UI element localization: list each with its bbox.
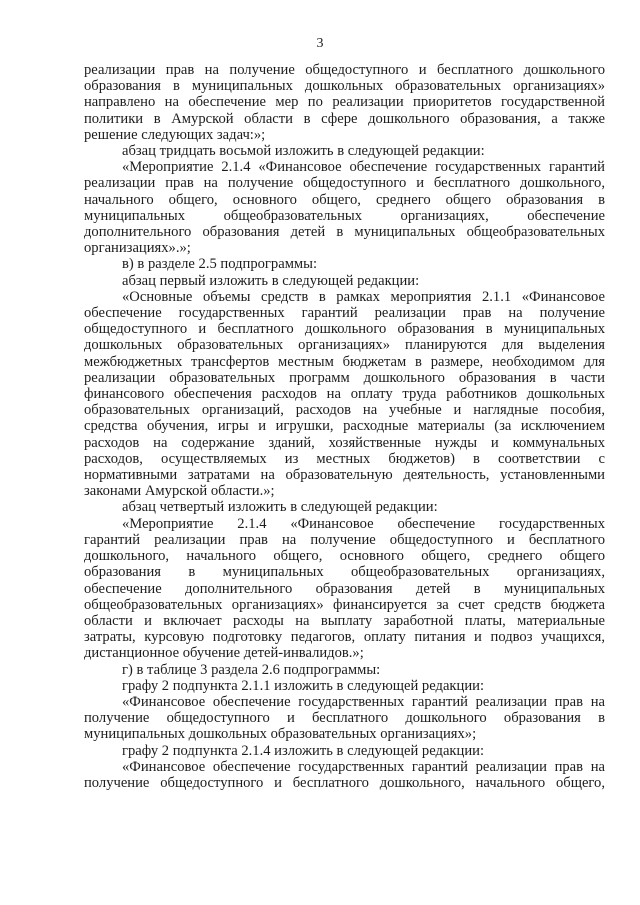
text-line: в) в разделе 2.5 подпрограммы: — [122, 256, 318, 273]
text-line: политики в Амурской области в сфере дошкольного образования, а также — [84, 110, 605, 127]
text-line: получение общедоступного и бесплатного дошкольного образования в — [84, 710, 605, 727]
text-line: образования в муниципальных дошкольных образовательных организациях» — [84, 78, 605, 95]
text-line: обеспечение дополнительного образования детей в муниципальных — [84, 580, 605, 597]
text-line: направлено на обеспечение мер по реализации приоритетов государственной — [84, 94, 605, 111]
text-line: муниципальных общеобразовательных организациях, обеспечение — [84, 207, 605, 224]
text-line: образования в муниципальных общеобразовательных организациях, — [84, 564, 605, 581]
text-line: реализации прав на получение общедоступного и бесплатного дошкольного — [84, 62, 605, 78]
text-line: дошкольного, начального общего, основного общего, среднего общего — [84, 548, 605, 565]
text-line: графу 2 подпункта 2.1.4 изложить в следующей редакции: — [122, 742, 484, 759]
text-line: графу 2 подпункта 2.1.1 изложить в следующей редакции: — [122, 677, 484, 694]
text-line: «Финансовое обеспечение государственных гарантий реализации прав на — [122, 758, 605, 775]
text-line: финансового обеспечения расходов на оплату труда работников дошкольных — [84, 386, 605, 403]
text-line: нормативными затратами на образовательную деятельность, установленными — [84, 467, 605, 484]
text-line: общедоступного и бесплатного дошкольного образования в муниципальных — [84, 321, 605, 338]
text-line: организациях».»; — [84, 240, 191, 257]
text-line: начального общего, основного общего, среднего общего образования в — [84, 191, 605, 208]
text-line: гарантий реализации прав на получение общедоступного и бесплатного — [84, 531, 605, 548]
text-line: «Финансовое обеспечение государственных гарантий реализации прав на — [122, 693, 605, 710]
text-line: дошкольных образовательных организациях» планируются для выделения — [84, 337, 605, 354]
text-line: г) в таблице 3 раздела 2.6 подпрограммы: — [122, 661, 381, 678]
text-line: расходов на содержание зданий, хозяйственные нужды и коммунальных — [84, 434, 605, 451]
text-line: общеобразовательных организациях» финансируется за счет средств бюджета — [84, 596, 605, 613]
text-line: затраты, курсовую подготовку педагогов, оплату питания и подвоз учащихся, — [84, 629, 605, 646]
text-line: обеспечение государственных гарантий реализации прав на получение — [84, 305, 605, 322]
text-line: дополнительного образования детей в муниципальных общеобразовательных — [84, 224, 605, 241]
text-line: средства обучения, игры и игрушки, расходные материалы (за исключением — [84, 418, 605, 435]
text-line: реализации образовательных программ дошкольного образования в части — [84, 369, 605, 386]
text-line: получение общедоступного и бесплатного дошкольного, начального общего, — [84, 774, 605, 791]
text-line: «Основные объемы средств в рамках мероприятия 2.1.1 «Финансовое — [122, 288, 605, 305]
text-line: муниципальных дошкольных образовательных организациях»; — [84, 726, 477, 743]
text-line: абзац первый изложить в следующей редакции: — [122, 272, 420, 289]
text-line: межбюджетных трансфертов местным бюджетам в размере, необходимом для — [84, 353, 605, 370]
text-line: дистанционное обучение детей-инвалидов.»; — [84, 645, 364, 662]
document-body — [84, 62, 605, 791]
page-number: 3 — [316, 36, 324, 51]
text-line: абзац четвертый изложить в следующей редакции: — [122, 499, 438, 516]
text-line: решение следующих задач:»; — [84, 126, 266, 143]
text-line: «Мероприятие 2.1.4 «Финансовое обеспечение государственных гарантий — [122, 159, 605, 176]
text-line: законами Амурской области.»; — [84, 483, 275, 500]
text-line: образовательных организаций, расходов на учебные и наглядные пособия, — [84, 402, 605, 419]
text-line: абзац тридцать восьмой изложить в следующей редакции: — [122, 143, 485, 160]
text-line: расходов, осуществляемых из местных бюджетов) в соответствии с — [84, 450, 605, 467]
text-line: «Мероприятие 2.1.4 «Финансовое обеспечение государственных — [122, 515, 605, 532]
text-line: реализации прав на получение общедоступного и бесплатного дошкольного, — [84, 175, 605, 192]
text-line: области и включает расходы на выплату заработной платы, материальные — [84, 612, 605, 629]
